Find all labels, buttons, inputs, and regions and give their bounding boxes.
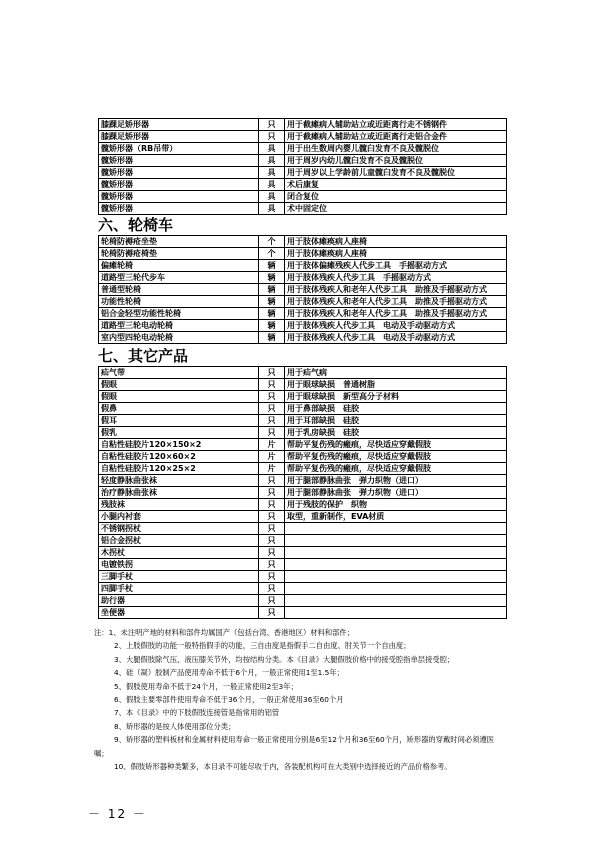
purpose-cell bbox=[285, 607, 507, 619]
orthosis-table bbox=[98, 118, 507, 215]
note-line: 10、假肢矫形器种类繁多，本目录不可能尽收于内，各装配机构可在大类别中选择接近的产品价格参考。 bbox=[114, 762, 452, 772]
table-row bbox=[99, 547, 507, 559]
purpose-cell: 用于腿部静脉曲张 弹力织物（进口） bbox=[285, 475, 507, 487]
table-row bbox=[99, 487, 507, 499]
product-name-cell: 轻度静脉曲张袜 bbox=[99, 475, 259, 487]
unit-cell: 只 bbox=[259, 367, 285, 379]
unit-cell: 只 bbox=[259, 583, 285, 595]
product-name-cell: 残肢袜 bbox=[99, 499, 259, 511]
note-line: 2、上肢假肢的功能一般特指假手的功能，三自由度是指假手二自由度、肘关节一个自由度； bbox=[114, 641, 411, 651]
table-row bbox=[99, 320, 507, 332]
unit-cell: 辆 bbox=[259, 284, 285, 296]
unit-cell: 个 bbox=[259, 236, 285, 248]
product-name-cell: 助行器 bbox=[99, 595, 259, 607]
purpose-cell: 用于耳部缺损 硅胶 bbox=[285, 415, 507, 427]
table-row bbox=[99, 463, 507, 475]
product-name-cell: 铝合金拐杖 bbox=[99, 535, 259, 547]
unit-cell: 只 bbox=[259, 547, 285, 559]
table-row bbox=[99, 415, 507, 427]
purpose-cell: 用于截瘫病人辅助站立或近距离行走铝合金件 bbox=[285, 131, 507, 143]
unit-cell: 只 bbox=[259, 403, 285, 415]
purpose-cell: 用于肢体瘫痪病人座椅 bbox=[285, 236, 507, 248]
purpose-cell: 帮助平复伤残的瘢痕，尽快适应穿戴假肢 bbox=[285, 463, 507, 475]
orthosis-table-body bbox=[99, 119, 507, 215]
product-name-cell: 髋矫形器 bbox=[99, 167, 259, 179]
unit-cell: 只 bbox=[259, 559, 285, 571]
table-row bbox=[99, 391, 507, 403]
wheelchair-table bbox=[98, 235, 507, 344]
unit-cell: 只 bbox=[259, 427, 285, 439]
page-number: － 12 － bbox=[88, 807, 147, 821]
product-name-cell: 假耳 bbox=[99, 415, 259, 427]
product-name-cell: 轮椅防褥疮坐垫 bbox=[99, 236, 259, 248]
product-name-cell: 道路型三轮代步车 bbox=[99, 272, 259, 284]
purpose-cell: 用于残肢的保护 织物 bbox=[285, 499, 507, 511]
product-name-cell: 电镀铁拐 bbox=[99, 559, 259, 571]
table-row bbox=[99, 595, 507, 607]
product-name-cell: 偏瘫轮椅 bbox=[99, 260, 259, 272]
purpose-cell: 用于周岁以上学龄前儿童髋臼发育不良及髋脱位 bbox=[285, 167, 507, 179]
unit-cell: 辆 bbox=[259, 308, 285, 320]
table-row bbox=[99, 379, 507, 391]
purpose-cell bbox=[285, 595, 507, 607]
wheelchair-table-body bbox=[99, 236, 507, 344]
unit-cell: 只 bbox=[259, 131, 285, 143]
table-row bbox=[99, 475, 507, 487]
other-products-table bbox=[98, 366, 507, 619]
unit-cell: 只 bbox=[259, 523, 285, 535]
product-name-cell: 膝踝足矫形器 bbox=[99, 131, 259, 143]
unit-cell: 具 bbox=[259, 143, 285, 155]
purpose-cell bbox=[285, 583, 507, 595]
unit-cell: 只 bbox=[259, 499, 285, 511]
purpose-cell: 用于鼻部缺损 硅胶 bbox=[285, 403, 507, 415]
table-row bbox=[99, 236, 507, 248]
other-products-table-body bbox=[99, 367, 507, 619]
product-name-cell: 功能性轮椅 bbox=[99, 296, 259, 308]
unit-cell: 片 bbox=[259, 439, 285, 451]
table-row bbox=[99, 248, 507, 260]
unit-cell: 只 bbox=[259, 571, 285, 583]
product-name-cell: 四脚手杖 bbox=[99, 583, 259, 595]
table-row bbox=[99, 155, 507, 167]
unit-cell: 只 bbox=[259, 475, 285, 487]
purpose-cell: 用于眼球缺损 新型高分子材料 bbox=[285, 391, 507, 403]
purpose-cell bbox=[285, 523, 507, 535]
table-row bbox=[99, 191, 507, 203]
unit-cell: 辆 bbox=[259, 296, 285, 308]
note-line: 8、矫形器的是按人体使用部位分类； bbox=[114, 721, 236, 731]
unit-cell: 具 bbox=[259, 203, 285, 215]
purpose-cell bbox=[285, 535, 507, 547]
table-row bbox=[99, 559, 507, 571]
table-row bbox=[99, 119, 507, 131]
purpose-cell: 用于周岁内幼儿髋臼发育不良及髋脱位 bbox=[285, 155, 507, 167]
product-name-cell: 髋矫形器 bbox=[99, 179, 259, 191]
unit-cell: 片 bbox=[259, 451, 285, 463]
table-row bbox=[99, 179, 507, 191]
note-line: 6、假肢主要零部件使用寿命不低于36个月，一般正常使用36至60个月 bbox=[114, 695, 344, 705]
purpose-cell: 取型，重新制作，EVA材质 bbox=[285, 511, 507, 523]
purpose-cell bbox=[285, 547, 507, 559]
table-row bbox=[99, 535, 507, 547]
purpose-cell: 用于肢体残疾人代步工具 电动及手动驱动方式 bbox=[285, 332, 507, 344]
unit-cell: 只 bbox=[259, 379, 285, 391]
unit-cell: 只 bbox=[259, 511, 285, 523]
unit-cell: 具 bbox=[259, 155, 285, 167]
unit-cell: 只 bbox=[259, 415, 285, 427]
product-name-cell: 治疗静脉曲张袜 bbox=[99, 487, 259, 499]
table-row bbox=[99, 607, 507, 619]
purpose-cell bbox=[285, 571, 507, 583]
unit-cell: 只 bbox=[259, 119, 285, 131]
product-name-cell: 假鼻 bbox=[99, 403, 259, 415]
purpose-cell: 用于肢体残疾人和老年人代步工具 助推及手摇驱动方式 bbox=[285, 308, 507, 320]
purpose-cell: 术后康复 bbox=[285, 179, 507, 191]
product-name-cell: 膝踝足矫形器 bbox=[99, 119, 259, 131]
unit-cell: 只 bbox=[259, 607, 285, 619]
product-name-cell: 铝合金轻型功能性轮椅 bbox=[99, 308, 259, 320]
note-line: 嘱； bbox=[94, 748, 109, 758]
purpose-cell bbox=[285, 559, 507, 571]
table-row bbox=[99, 523, 507, 535]
note-line: 5、假肢使用寿命不低于24个月，一般正常使用2至3年； bbox=[114, 681, 298, 691]
unit-cell: 辆 bbox=[259, 320, 285, 332]
purpose-cell: 用于疝气病 bbox=[285, 367, 507, 379]
product-name-cell: 三脚手杖 bbox=[99, 571, 259, 583]
unit-cell: 只 bbox=[259, 535, 285, 547]
purpose-cell: 用于出生数周内婴儿髋臼发育不良及髋脱位 bbox=[285, 143, 507, 155]
table-row bbox=[99, 583, 507, 595]
table-row bbox=[99, 143, 507, 155]
purpose-cell: 用于截瘫病人辅助站立或近距离行走不锈钢件 bbox=[285, 119, 507, 131]
product-name-cell: 轮椅防褥疮椅垫 bbox=[99, 248, 259, 260]
table-row bbox=[99, 571, 507, 583]
table-row bbox=[99, 427, 507, 439]
unit-cell: 具 bbox=[259, 167, 285, 179]
unit-cell: 片 bbox=[259, 463, 285, 475]
purpose-cell: 帮助平复伤残的瘢痕，尽快适应穿戴假肢 bbox=[285, 451, 507, 463]
table-row bbox=[99, 499, 507, 511]
purpose-cell: 用于肢体偏瘫残疾人代步工具 手摇驱动方式 bbox=[285, 260, 507, 272]
product-name-cell: 髋矫形器 bbox=[99, 155, 259, 167]
section-title-wheelchair: 六、轮椅车 bbox=[98, 216, 174, 234]
table-row bbox=[99, 308, 507, 320]
table-row bbox=[99, 272, 507, 284]
purpose-cell: 用于肢体残疾人和老年人代步工具 助推及手摇驱动方式 bbox=[285, 284, 507, 296]
note-line: 3、大腿假肢除气压、液压膝关节外，均按结构分类。本《目录》大腿假肢价格中的接受腔指单层接受腔； bbox=[114, 654, 455, 664]
product-name-cell: 髋矫形器 bbox=[99, 191, 259, 203]
unit-cell: 个 bbox=[259, 248, 285, 260]
table-row bbox=[99, 296, 507, 308]
product-name-cell: 髋矫形器（RB吊带） bbox=[99, 143, 259, 155]
purpose-cell: 用于肢体瘫痪病人座椅 bbox=[285, 248, 507, 260]
table-row bbox=[99, 367, 507, 379]
product-name-cell: 道路型三轮电动轮椅 bbox=[99, 320, 259, 332]
table-row bbox=[99, 451, 507, 463]
note-line: 4、硅（凝）胶制产品使用寿命不低于6个月，一般正常使用1至1.5年； bbox=[114, 668, 344, 678]
note-line: 7、本《目录》中的下肢假肢连接管是指常用的铝管 bbox=[114, 708, 280, 718]
product-name-cell: 自粘性硅胶片120×25×2 bbox=[99, 463, 259, 475]
purpose-cell: 闭合复位 bbox=[285, 191, 507, 203]
table-row bbox=[99, 332, 507, 344]
unit-cell: 具 bbox=[259, 179, 285, 191]
table-row bbox=[99, 131, 507, 143]
unit-cell: 只 bbox=[259, 487, 285, 499]
purpose-cell: 用于肢体残疾人代步工具 电动及手动驱动方式 bbox=[285, 320, 507, 332]
table-row bbox=[99, 403, 507, 415]
product-name-cell: 自粘性硅胶片120×150×2 bbox=[99, 439, 259, 451]
unit-cell: 只 bbox=[259, 391, 285, 403]
table-row bbox=[99, 260, 507, 272]
notes-block bbox=[94, 626, 514, 773]
section-title-other-products: 七、其它产品 bbox=[98, 347, 189, 365]
purpose-cell: 用于肢体残疾人和老年人代步工具 助推及手摇驱动方式 bbox=[285, 296, 507, 308]
product-name-cell: 不锈钢拐杖 bbox=[99, 523, 259, 535]
unit-cell: 辆 bbox=[259, 260, 285, 272]
note-line: 注：1、未注明产地的材料和部件均属国产（包括台湾、香港地区）材料和部件； bbox=[94, 628, 355, 637]
purpose-cell: 帮助平复伤残的瘢痕，尽快适应穿戴假肢 bbox=[285, 439, 507, 451]
product-name-cell: 木拐杖 bbox=[99, 547, 259, 559]
unit-cell: 只 bbox=[259, 595, 285, 607]
product-name-cell: 疝气带 bbox=[99, 367, 259, 379]
table-row bbox=[99, 203, 507, 215]
product-name-cell: 自粘性硅胶片120×60×2 bbox=[99, 451, 259, 463]
unit-cell: 辆 bbox=[259, 272, 285, 284]
product-name-cell: 髋矫形器 bbox=[99, 203, 259, 215]
product-name-cell: 普通型轮椅 bbox=[99, 284, 259, 296]
product-name-cell: 假眼 bbox=[99, 391, 259, 403]
product-name-cell: 假乳 bbox=[99, 427, 259, 439]
unit-cell: 具 bbox=[259, 191, 285, 203]
table-row bbox=[99, 511, 507, 523]
purpose-cell: 用于乳房缺损 硅胶 bbox=[285, 427, 507, 439]
table-row bbox=[99, 167, 507, 179]
product-name-cell: 室内型四轮电动轮椅 bbox=[99, 332, 259, 344]
purpose-cell: 用于腿部静脉曲张 弹力织物（进口） bbox=[285, 487, 507, 499]
unit-cell: 辆 bbox=[259, 332, 285, 344]
product-name-cell: 小腿内衬套 bbox=[99, 511, 259, 523]
product-name-cell: 假眼 bbox=[99, 379, 259, 391]
purpose-cell: 术中固定位 bbox=[285, 203, 507, 215]
purpose-cell: 用于眼球缺损 普通树脂 bbox=[285, 379, 507, 391]
product-name-cell: 坐便器 bbox=[99, 607, 259, 619]
note-line: 9、矫形器的塑料板材和金属材料使用寿命一般正常使用分别是6至12个月和36至60个月，矫形器的穿戴时间必须遵医 bbox=[114, 735, 495, 745]
table-row bbox=[99, 284, 507, 296]
purpose-cell: 用于肢体残疾人代步工具 手摇驱动方式 bbox=[285, 272, 507, 284]
table-row bbox=[99, 439, 507, 451]
